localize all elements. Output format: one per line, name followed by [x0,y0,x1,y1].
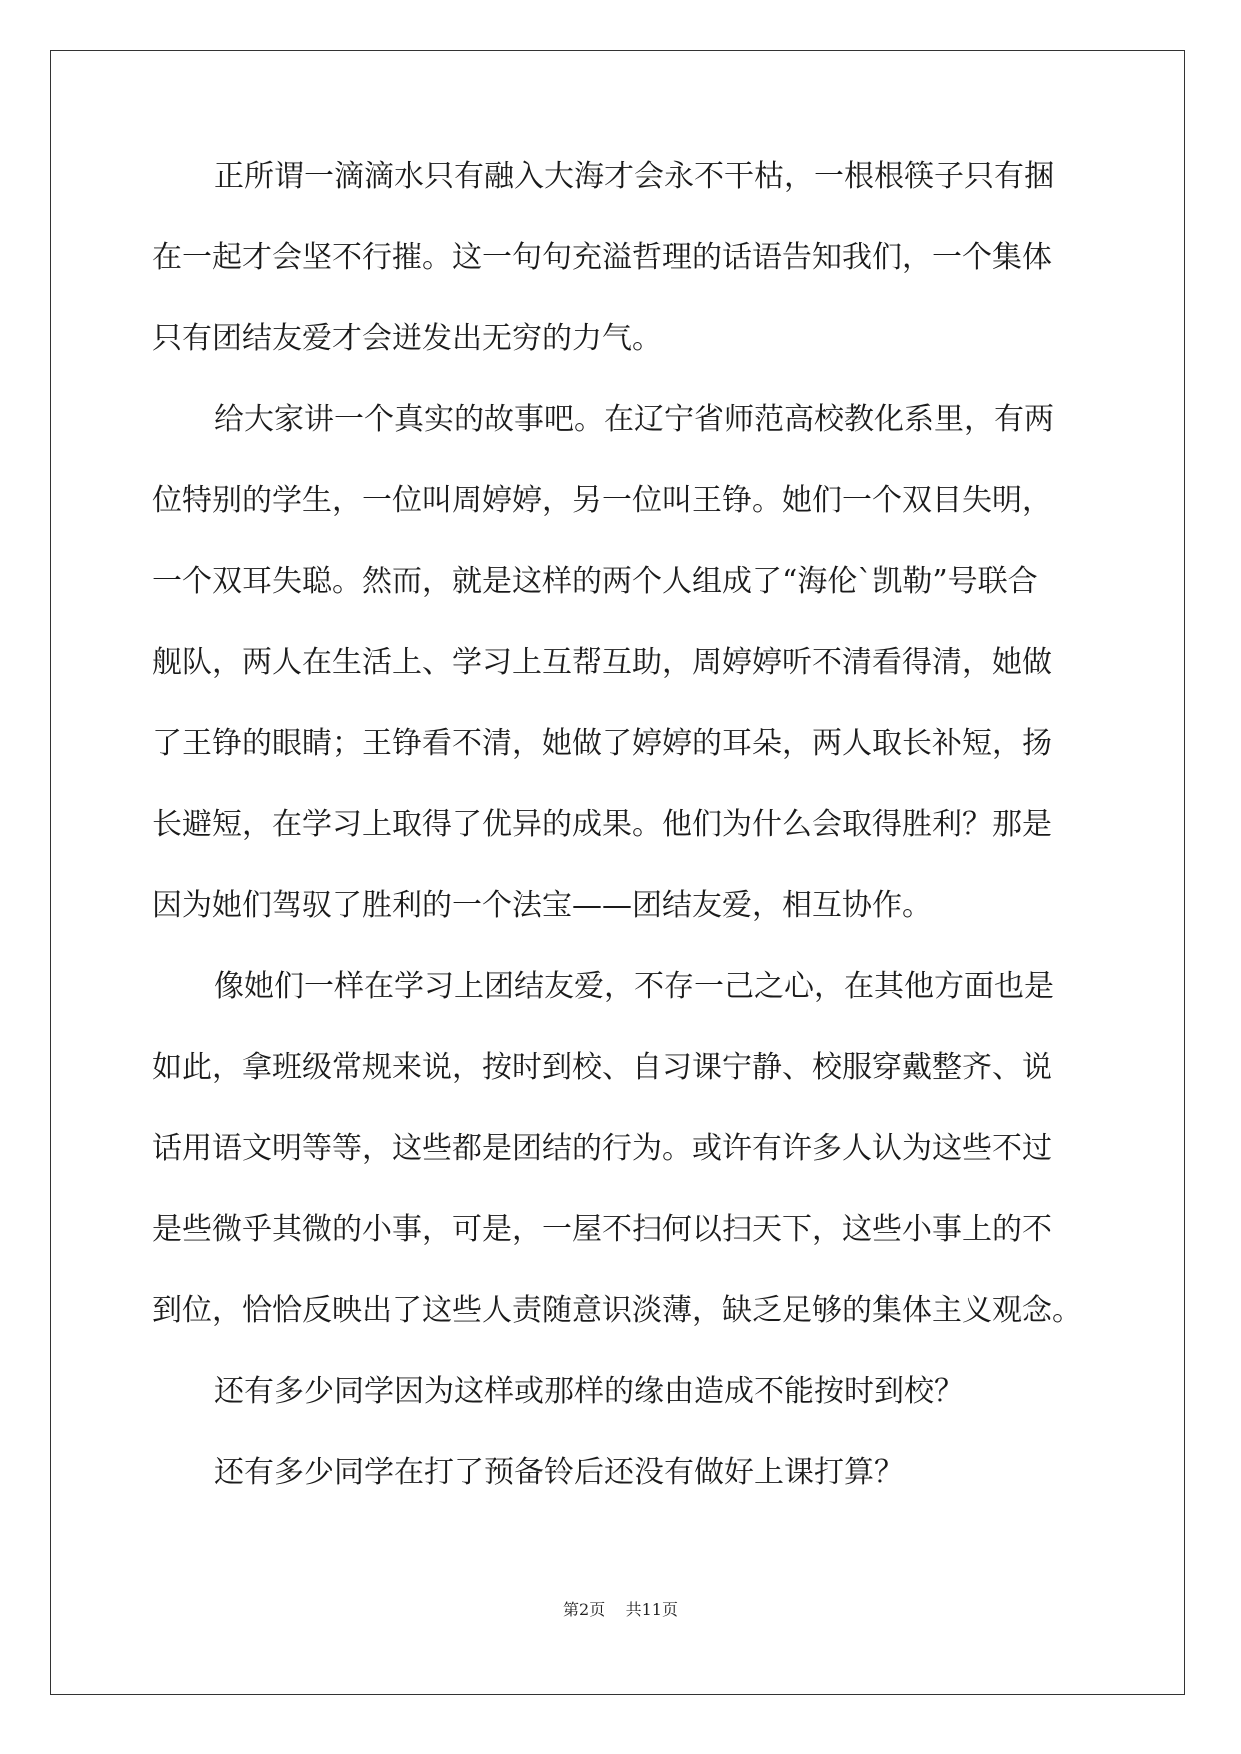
text-line: 只有团结友爱才会迸发出无穷的力气。 [152,321,662,356]
text-line: 在一起才会坚不行摧。这一句句充溢哲理的话语告知我们，一个集体 [152,240,1052,275]
text-line: 舰队，两人在生活上、学习上互帮互助，周婷婷听不清看得清，她做 [152,645,1052,680]
text-line: 因为她们驾驭了胜利的一个法宝——团结友爱，相互协作。 [152,888,932,923]
text-line: 像她们一样在学习上团结友爱，不存一己之心，在其他方面也是 [214,969,1054,1004]
text-line: 到位，恰恰反映出了这些人责随意识淡薄，缺乏足够的集体主义观念。 [152,1293,1082,1328]
page-number: 第2页 [563,1600,606,1619]
text-line: 位特别的学生，一位叫周婷婷，另一位叫王铮。她们一个双目失明， [152,483,1052,518]
text-line: 正所谓一滴滴水只有融入大海才会永不干枯，一根根筷子只有捆 [214,159,1054,194]
text-line: 如此，拿班级常规来说，按时到校、自习课宁静、校服穿戴整齐、说 [152,1050,1052,1085]
text-line: 是些微乎其微的小事，可是，一屋不扫何以扫天下，这些小事上的不 [152,1212,1052,1247]
text-line: 一个双耳失聪。然而，就是这样的两个人组成了“海伦`凯勒”号联合 [152,564,1038,599]
text-line: 长避短，在学习上取得了优异的成果。他们为什么会取得胜利？那是 [152,807,1052,842]
text-line: 话用语文明等等，这些都是团结的行为。或许有许多人认为这些不过 [152,1131,1052,1166]
document-body [152,160,1088,1537]
page-footer [0,1600,1241,1620]
total-pages: 共11页 [625,1600,678,1619]
text-line: 还有多少同学在打了预备铃后还没有做好上课打算？ [214,1455,904,1490]
text-line: 了王铮的眼睛；王铮看不清，她做了婷婷的耳朵，两人取长补短，扬 [152,726,1052,761]
text-line: 给大家讲一个真实的故事吧。在辽宁省师范高校教化系里，有两 [214,402,1054,437]
text-line: 还有多少同学因为这样或那样的缘由造成不能按时到校？ [214,1374,964,1409]
